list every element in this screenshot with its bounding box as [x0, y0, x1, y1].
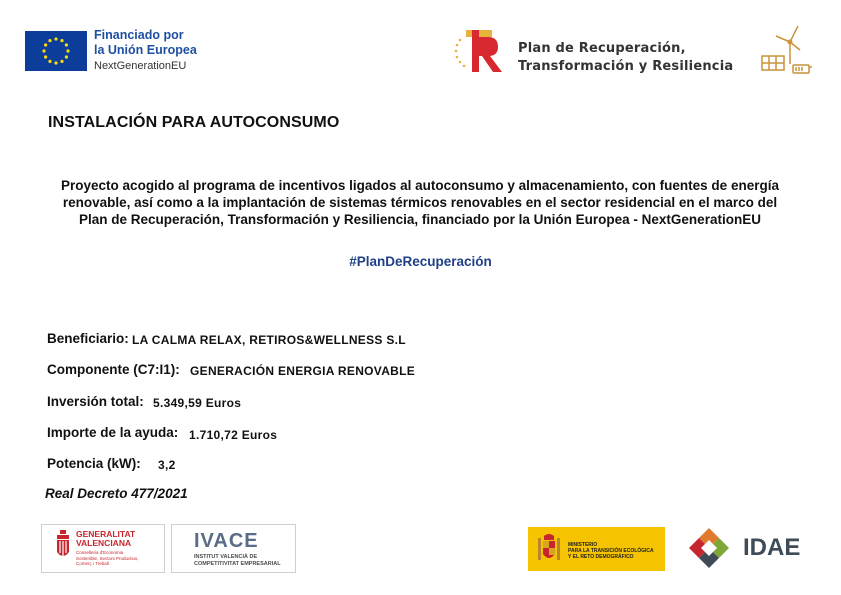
ministerio-logo — [528, 527, 665, 571]
beneficiario-value: LA CALMA RELAX, RETIROS&WELLNESS S.L — [132, 333, 406, 347]
eu-funding-text — [94, 28, 197, 74]
prtr-text — [518, 40, 733, 76]
componente-value: GENERACIÓN ENERGIA RENOVABLE — [190, 364, 416, 378]
eu-line3: NextGenerationEU — [94, 60, 187, 72]
ministerio-line1: MINISTERIO — [568, 542, 598, 548]
ivace-sub2: COMPETITIVITAT EMPRESARIAL — [194, 560, 281, 567]
idae-name: IDAE — [743, 534, 801, 561]
inversion-label: Inversión total: — [47, 394, 144, 409]
spain-coat-of-arms-icon — [536, 532, 562, 566]
potencia-value: 3,2 — [158, 458, 176, 472]
ivace-name: IVACE — [194, 530, 259, 552]
generalitat-valenciana-logo — [41, 524, 165, 573]
prtr-line2: Transformación y Resiliencia — [518, 59, 734, 74]
prtr-line1: Plan de Recuperación, — [518, 41, 686, 56]
gv-line1: GENERALITAT — [76, 529, 136, 539]
eu-line2: la Unión Europea — [94, 43, 197, 57]
wind-solar-icon — [756, 22, 814, 78]
page-title: INSTALACIÓN PARA AUTOCONSUMO — [48, 114, 340, 131]
intro-line1: Proyecto acogido al programa de incentivos ligados al autoconsumo y almacenamiento, con fuentes de energía — [61, 178, 779, 193]
hashtag: #PlanDeRecuperación — [349, 254, 492, 269]
gv-sub1: Conselleria d'Economia — [76, 550, 124, 555]
eu-stars-icon — [25, 31, 87, 71]
gv-sub3: Comerç i Treball — [76, 561, 109, 566]
eu-line1: Financiado por — [94, 28, 184, 42]
prtr-logo-icon — [452, 28, 508, 74]
importe-label: Importe de la ayuda: — [47, 425, 179, 440]
ivace-sub1: INSTITUT VALENCIÀ DE — [194, 554, 258, 560]
componente-label: Componente (C7:I1): — [47, 362, 180, 377]
intro-line2: renovable, así como a la implantación de sistemas térmicos renovables en el sector residencial en el marco del — [62, 195, 778, 210]
inversion-value: 5.349,59 Euros — [153, 396, 242, 410]
importe-value: 1.710,72 Euros — [189, 428, 278, 442]
beneficiario-label: Beneficiario: — [47, 331, 129, 346]
potencia-label: Potencia (kW): — [47, 456, 141, 471]
intro-paragraph — [40, 177, 800, 228]
decree-reference: Real Decreto 477/2021 — [45, 486, 188, 501]
ministerio-line3: Y EL RETO DEMOGRÁFICO — [568, 554, 634, 560]
ivace-logo — [171, 524, 296, 573]
gv-sub2: Sostenible, Sectors Productius, — [76, 555, 139, 561]
idae-logo — [677, 524, 817, 574]
gv-emblem-icon — [56, 530, 70, 564]
idae-mark-icon — [677, 526, 741, 572]
ministerio-line2: PARA LA TRANSICIÓN ECOLÓGICA — [568, 548, 654, 554]
gv-line2: VALENCIANA — [76, 538, 132, 548]
intro-line3: Plan de Recuperación, Transformación y Resiliencia, financiado por la Unión Europea - NextGenerationEU — [79, 212, 761, 227]
eu-flag-logo — [25, 31, 87, 71]
